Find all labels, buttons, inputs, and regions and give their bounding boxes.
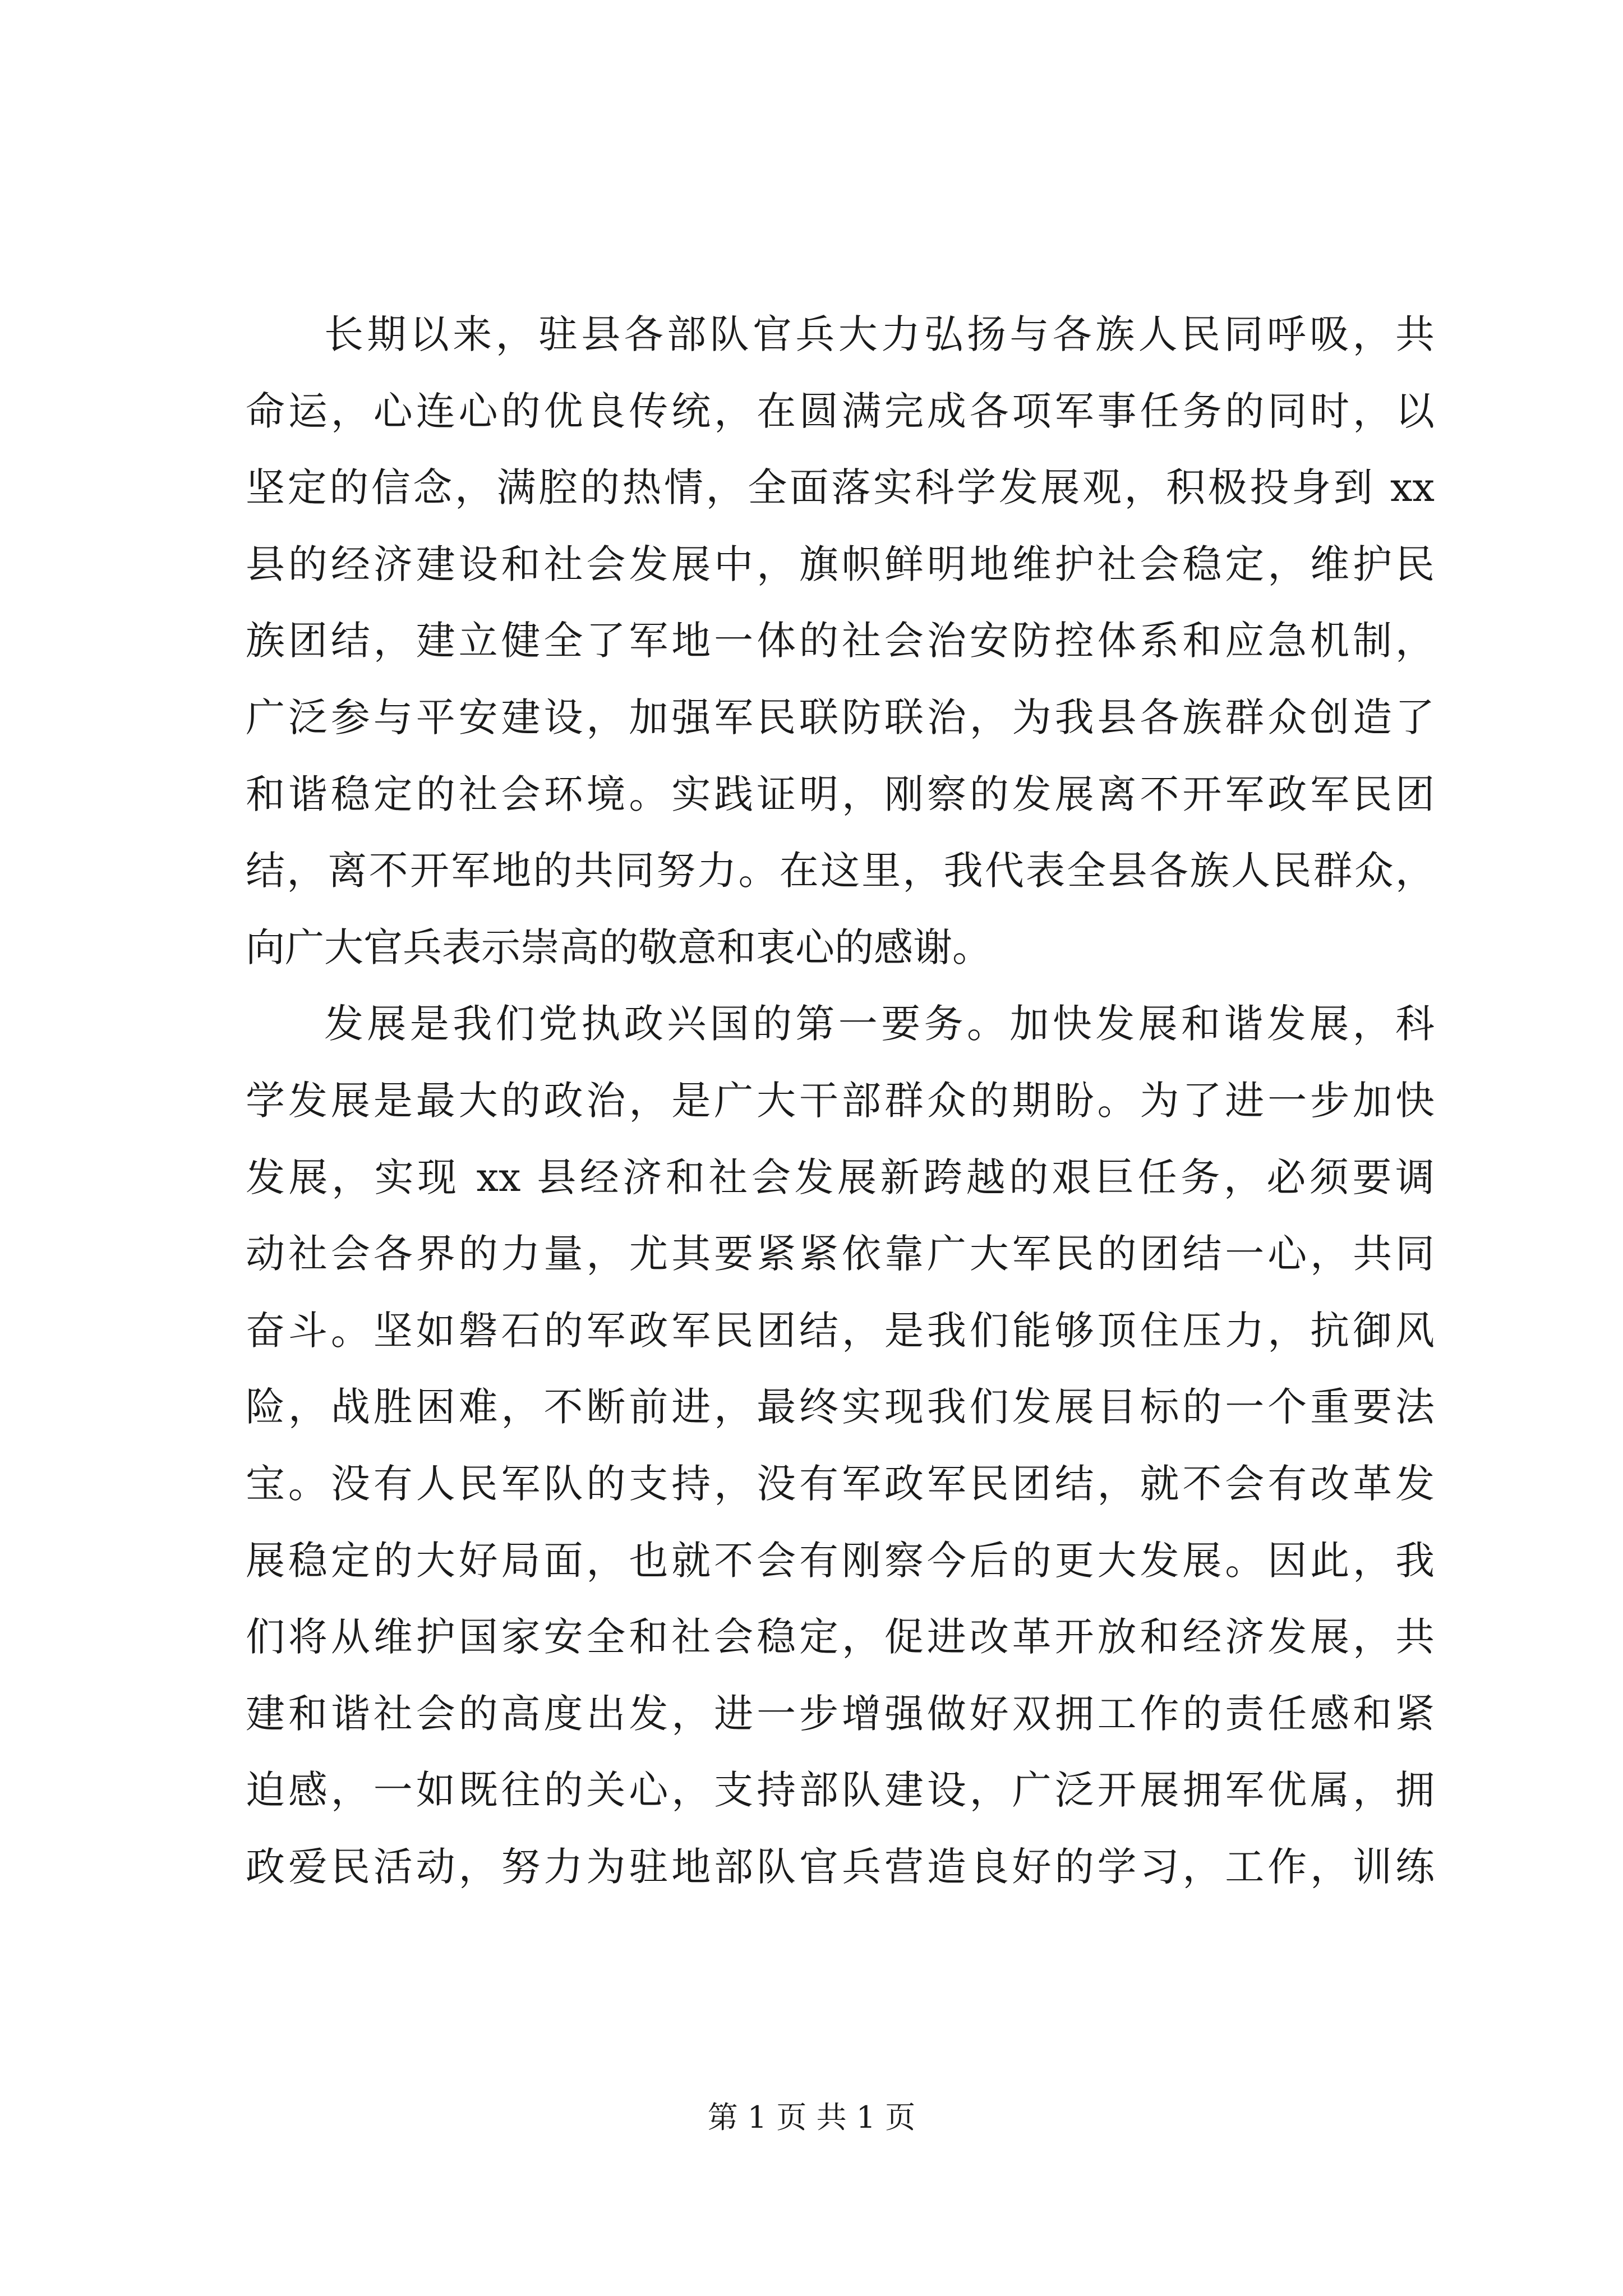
text-line: 长期以来，驻县各部队官兵大力弘扬与各族人民同呼吸，共 — [324, 311, 1435, 357]
text-line: 发展是我们党执政兴国的第一要务。加快发展和谐发展，科 — [324, 1001, 1435, 1047]
text-line: 县的经济建设和社会发展中，旗帜鲜明地维护社会稳定，维护民 — [246, 541, 1435, 587]
text-line: 和谐稳定的社会环境。实践证明，刚察的发展离不开军政军民团 — [246, 771, 1435, 817]
text-line: 奋斗。坚如磐石的军政军民团结，是我们能够顶住压力，抗御风 — [246, 1307, 1435, 1354]
text-line: 迫感，一如既往的关心，支持部队建设，广泛开展拥军优属，拥 — [246, 1767, 1435, 1814]
text-line: 险，战胜困难，不断前进，最终实现我们发展目标的一个重要法 — [246, 1384, 1435, 1430]
text-line: 发展，实现 xx 县经济和社会发展新跨越的艰巨任务，必须要调 — [246, 1154, 1435, 1200]
text-line: 命运，心连心的优良传统，在圆满完成各项军事任务的同时，以 — [246, 388, 1435, 434]
text-line: 广泛参与平安建设，加强军民联防联治，为我县各族群众创造了 — [246, 694, 1435, 740]
document-body — [246, 296, 1435, 1905]
text-line: 宝。没有人民军队的支持，没有军政军民团结，就不会有改革发 — [246, 1460, 1435, 1507]
text-line: 结，离不开军地的共同努力。在这里，我代表全县各族人民群众， — [246, 848, 1435, 894]
text-line: 政爱民活动，努力为驻地部队官兵营造良好的学习，工作，训练 — [246, 1843, 1435, 1890]
text-line: 向广大官兵表示崇高的敬意和衷心的感谢。 — [246, 924, 992, 970]
page-footer — [0, 2098, 1623, 2137]
text-line: 坚定的信念，满腔的热情，全面落实科学发展观，积极投身到 xx — [246, 464, 1435, 511]
text-line: 学发展是最大的政治，是广大干部群众的期盼。为了进一步加快 — [246, 1077, 1435, 1124]
text-line: 建和谐社会的高度出发，进一步增强做好双拥工作的责任感和紧 — [246, 1690, 1435, 1737]
page-number: 第 1 页 共 1 页 — [707, 2100, 916, 2135]
paragraph-2 — [246, 986, 1435, 1905]
text-line: 展稳定的大好局面，也就不会有刚察今后的更大发展。因此，我 — [246, 1537, 1435, 1584]
paragraph-1 — [246, 296, 1435, 986]
text-line: 族团结，建立健全了军地一体的社会治安防控体系和应急机制， — [246, 618, 1435, 664]
text-line: 动社会各界的力量，尤其要紧紧依靠广大军民的团结一心，共同 — [246, 1231, 1435, 1277]
text-line: 们将从维护国家安全和社会稳定，促进改革开放和经济发展，共 — [246, 1614, 1435, 1660]
